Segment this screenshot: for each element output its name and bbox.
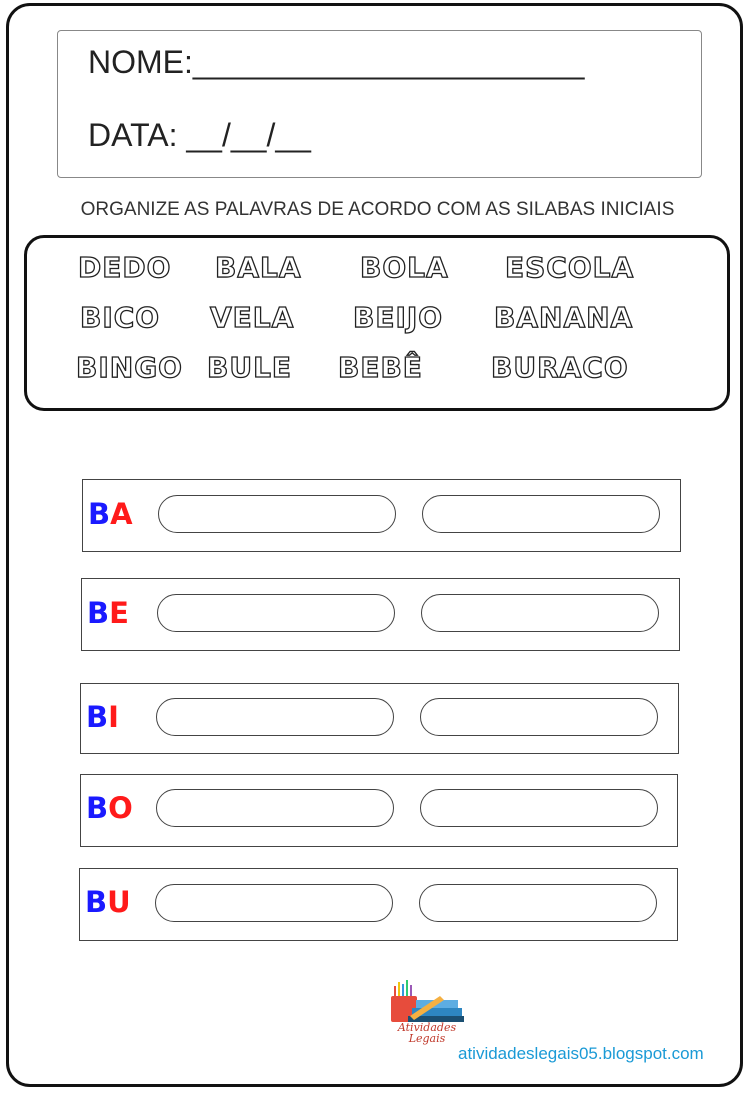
logo-line-1: Atividades — [397, 1021, 457, 1034]
word-item: BURACO — [491, 351, 629, 384]
word-item: BOLA — [360, 251, 449, 284]
word-item: VELA — [210, 301, 295, 334]
word-item: ESCOLA — [505, 251, 635, 284]
name-field[interactable]: NOME:______________________ — [88, 44, 585, 80]
word-item: BULE — [207, 351, 293, 384]
syllable-label — [87, 596, 129, 630]
answer-field[interactable] — [156, 789, 394, 827]
answer-field[interactable] — [155, 884, 393, 922]
syllable-vowel: A — [110, 497, 133, 531]
logo-text — [396, 1022, 458, 1044]
word-item: BANANA — [494, 301, 634, 334]
date-field[interactable]: DATA: __/__/__ — [88, 117, 311, 153]
syllable-vowel: O — [108, 791, 133, 825]
syllable-label — [86, 791, 133, 825]
syllable-vowel: U — [107, 885, 131, 919]
syllable-consonant: B — [85, 885, 108, 919]
answer-field[interactable] — [420, 789, 658, 827]
syllable-label — [88, 497, 133, 531]
syllable-label — [85, 885, 131, 919]
word-item: BINGO — [76, 351, 183, 384]
answer-field[interactable] — [419, 884, 657, 922]
answer-field[interactable] — [420, 698, 658, 736]
answer-field[interactable] — [156, 698, 394, 736]
syllable-consonant: B — [88, 497, 111, 531]
instruction-text: ORGANIZE AS PALAVRAS DE ACORDO COM AS SILABAS INICIAIS — [80, 199, 675, 220]
syllable-consonant: B — [86, 791, 109, 825]
word-item: BALA — [215, 251, 302, 284]
answer-field[interactable] — [158, 495, 396, 533]
word-item: DEDO — [78, 251, 172, 284]
syllable-vowel: I — [108, 700, 119, 734]
answer-field[interactable] — [421, 594, 659, 632]
syllable-label — [86, 700, 119, 734]
answer-field[interactable] — [422, 495, 660, 533]
blog-link[interactable]: atividadeslegais05.blogspot.com — [458, 1044, 704, 1063]
logo-line-2: Legais — [408, 1032, 446, 1045]
word-item: BICO — [80, 301, 161, 334]
answer-field[interactable] — [157, 594, 395, 632]
syllable-vowel: E — [109, 596, 129, 630]
syllable-consonant: B — [86, 700, 109, 734]
word-item: BEIJO — [353, 301, 444, 334]
syllable-consonant: B — [87, 596, 110, 630]
word-item: BEBÊ — [338, 351, 423, 384]
